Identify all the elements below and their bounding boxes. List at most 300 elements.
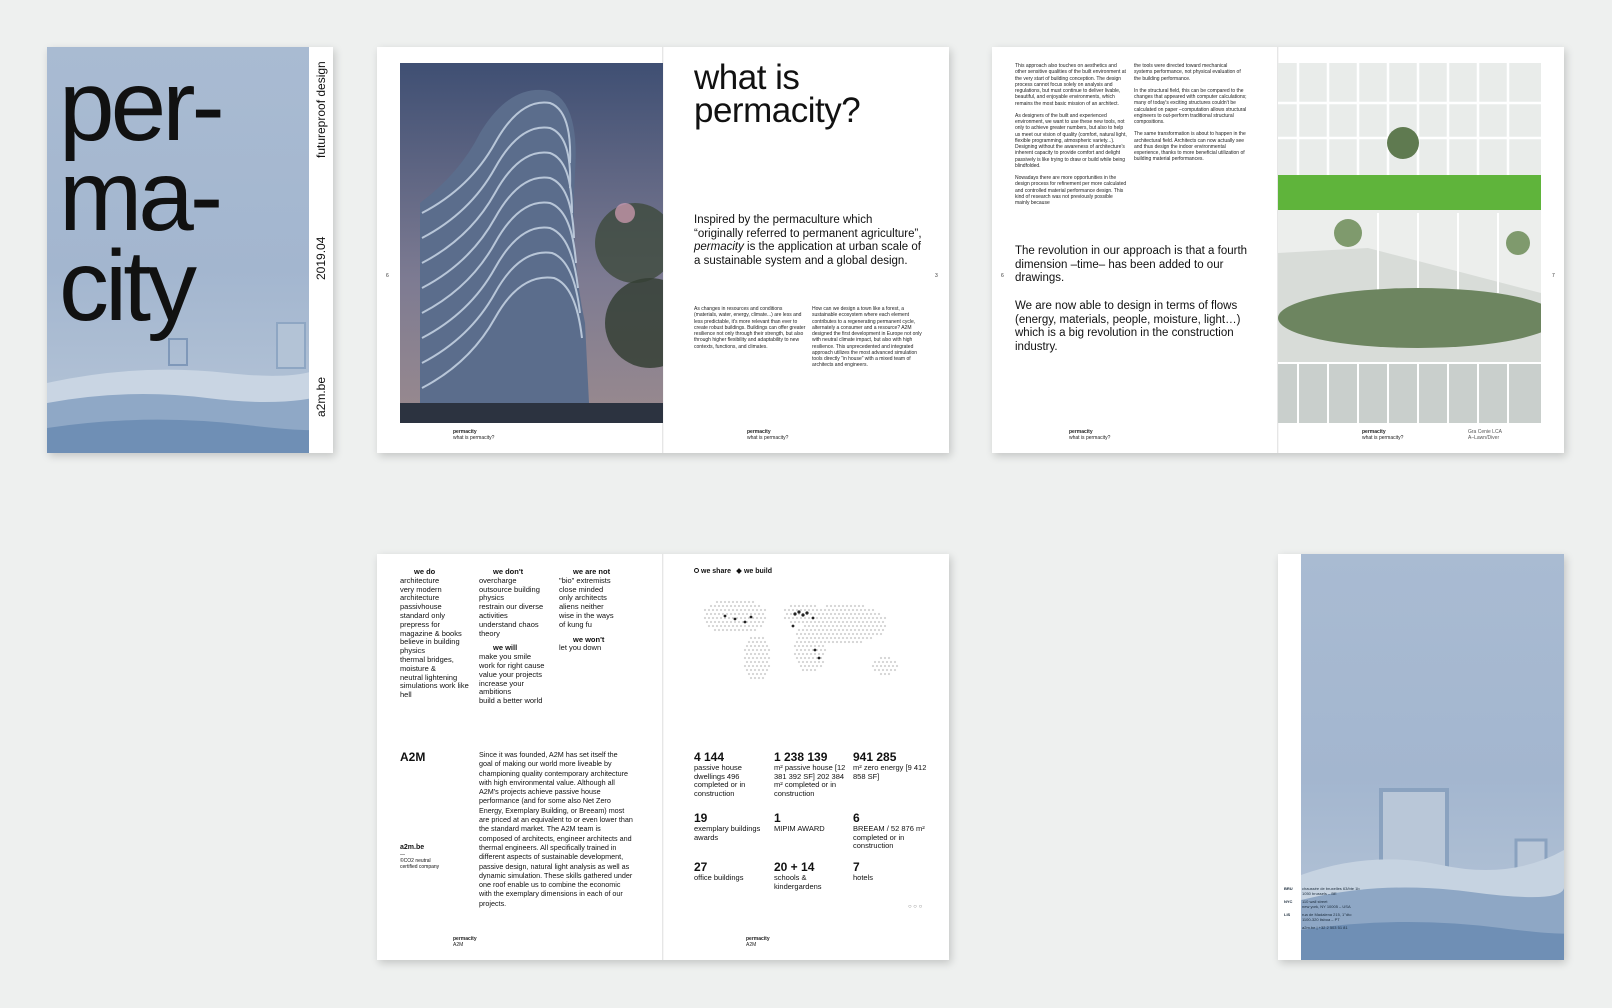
map-dot: [848, 617, 850, 619]
address-line: new york, NY 10005 – USA: [1302, 904, 1351, 909]
map-dot: [754, 629, 756, 631]
map-dot: [712, 625, 714, 627]
stat-label: BREEAM / 52 876 m² completed or in construction: [853, 824, 925, 851]
list-item: standard only: [400, 610, 446, 620]
cover-title-line: city: [59, 230, 193, 342]
map-dot: [750, 677, 752, 679]
building-photo: [400, 63, 663, 423]
map-dot: [848, 633, 850, 635]
map-dot: [870, 637, 872, 639]
map-dot: [744, 665, 746, 667]
list-item: very modern: [400, 584, 442, 594]
map-dot: [822, 613, 824, 615]
map-dot: [844, 609, 846, 611]
we-do-list: [400, 568, 476, 700]
map-dot: [884, 625, 886, 627]
list-item: overcharge: [479, 575, 517, 585]
highlight-paragraph: We are now able to design in terms of flows (energy, materials, people, moisture, light…) which is a big revolution in the construction industry.: [1015, 300, 1241, 353]
address-lines: [1302, 912, 1351, 922]
map-dot: [868, 625, 870, 627]
map-dot: [710, 621, 712, 623]
stat-number: 6: [853, 811, 860, 825]
map-dot: [796, 657, 798, 659]
address-block: [1284, 912, 1360, 922]
map-dot: [748, 649, 750, 651]
map-dot: [744, 649, 746, 651]
intro-text-em: permacity: [694, 241, 744, 253]
map-dot: [826, 637, 828, 639]
map-dot: [720, 625, 722, 627]
credit-line: Gra Cenie LCA: [1468, 429, 1502, 435]
map-dot: [878, 629, 880, 631]
map-dot: [710, 613, 712, 615]
stat: [853, 812, 933, 851]
map-dot: [760, 665, 762, 667]
map-dot: [762, 637, 764, 639]
map-dot: [880, 673, 882, 675]
map-dot: [812, 625, 814, 627]
map-dot: [744, 609, 746, 611]
map-dot: [840, 609, 842, 611]
map-dot: [840, 641, 842, 643]
map-dot: [862, 613, 864, 615]
map-dot: [764, 649, 766, 651]
map-dot: [872, 609, 874, 611]
map-dot: [862, 629, 864, 631]
map-dot: [758, 669, 760, 671]
map-dot: [810, 621, 812, 623]
stat: [774, 751, 850, 799]
build-label: we build: [743, 568, 772, 575]
map-dot: [754, 645, 756, 647]
spread-fold: [662, 554, 664, 960]
map-dot: [738, 629, 740, 631]
map-dot: [704, 609, 706, 611]
map-dot: [758, 605, 760, 607]
contact-line: a2m.be | +32 2 503 51 81: [1302, 925, 1348, 930]
map-dot: [810, 669, 812, 671]
stat-label: exemplary buildings awards: [694, 824, 761, 842]
map-dot: [750, 661, 752, 663]
map-dot: [840, 633, 842, 635]
map-dot: [736, 625, 738, 627]
list-item: activities: [479, 610, 508, 620]
map-dot: [748, 601, 750, 603]
back-hills-illustration: [1301, 780, 1564, 960]
paragraph: The same transformation is about to happen in the architectural field. Architects can now actually see and thus design the indoor environmental experience, thanks to more beneficial utilization of building material performances.: [1134, 131, 1246, 163]
map-dot: [714, 621, 716, 623]
map-dot: [816, 665, 818, 667]
stat: [694, 751, 770, 799]
map-dot: [710, 605, 712, 607]
map-dot: [842, 637, 844, 639]
addresses: [1284, 886, 1360, 930]
map-dot: [796, 649, 798, 651]
map-dot: [816, 641, 818, 643]
stat-number: 7: [853, 860, 860, 874]
address-code: NYC: [1284, 899, 1293, 904]
footer-title: permacity: [746, 936, 770, 942]
map-dot: [740, 609, 742, 611]
map-dot: [834, 621, 836, 623]
map-dot: [810, 629, 812, 631]
map-dot: [726, 629, 728, 631]
footer-right: [747, 429, 788, 441]
map-dot: [822, 645, 824, 647]
footer-left: [1069, 429, 1110, 441]
world-dot-map: [695, 586, 917, 696]
map-dot: [812, 609, 814, 611]
map-dot: [860, 625, 862, 627]
stat-number: 20 + 14: [774, 860, 815, 874]
map-dot: [796, 633, 798, 635]
map-dot: [834, 605, 836, 607]
map-dot: [806, 605, 808, 607]
map-dot: [786, 613, 788, 615]
map-dot: [756, 641, 758, 643]
map-dot: [850, 613, 852, 615]
map-dot: [802, 605, 804, 607]
map-dot: [804, 649, 806, 651]
map-dot: [818, 613, 820, 615]
list-item: simulations work like: [400, 681, 469, 691]
map-dot: [764, 673, 766, 675]
map-dot: [730, 613, 732, 615]
map-dot: [798, 653, 800, 655]
map-dot: [814, 621, 816, 623]
map-dot: [818, 629, 820, 631]
map-dot: [832, 625, 834, 627]
map-dot: [848, 641, 850, 643]
map-dot: [758, 677, 760, 679]
footer-title: permacity: [1069, 429, 1093, 435]
map-dot: [708, 617, 710, 619]
map-dot: [808, 649, 810, 651]
map-dot: [834, 613, 836, 615]
map-dot: [794, 645, 796, 647]
credit-line: A–Lawn/Diver: [1468, 435, 1500, 441]
photo-credit: [1468, 429, 1502, 441]
map-dot: [752, 665, 754, 667]
map-dot: [742, 629, 744, 631]
map-dot: [762, 621, 764, 623]
stat: [853, 751, 933, 781]
map-dot: [818, 661, 820, 663]
body-column-2: How can we design a town like a forest, a sustainable ecosystem where each element contributes to a regenerating permanent cycle, alternately a consumer and a resource? A2M designed the first development in Europe not only with neutral climate impact, but also with high resilience. This unprecedented and integrated approach utilizes the most advanced simulation tools directly “in house” with a mixed team of architects and engineers.: [812, 306, 922, 369]
map-dot: [858, 613, 860, 615]
map-dot: [764, 665, 766, 667]
stat-label: MIPIM AWARD: [774, 824, 825, 834]
map-dot: [718, 621, 720, 623]
map-dot: [830, 629, 832, 631]
map-dot: [888, 673, 890, 675]
stat: [694, 861, 770, 883]
stat-label: passive house dwellings 496 completed or in construction: [694, 763, 746, 799]
map-dot: [874, 669, 876, 671]
map-dot: [796, 609, 798, 611]
map-dot: [760, 609, 762, 611]
cover-spine-strip: [309, 47, 333, 453]
stat-number: 1 238 139: [774, 750, 828, 764]
map-dot: [852, 625, 854, 627]
address-line: 1100-320 lisboa – PT: [1302, 917, 1340, 922]
map-dot: [866, 613, 868, 615]
map-dot: [788, 609, 790, 611]
map-dot: [706, 613, 708, 615]
map-dot: [894, 661, 896, 663]
map-dot: [768, 657, 770, 659]
map-dot: [718, 613, 720, 615]
map-dot: [812, 641, 814, 643]
map-dot: [812, 657, 814, 659]
map-dot: [876, 665, 878, 667]
map-dot: [836, 633, 838, 635]
map-dot: [858, 621, 860, 623]
map-dot: [854, 629, 856, 631]
address-line: 110 wall street: [1302, 899, 1328, 904]
map-dot: [790, 621, 792, 623]
paragraph: Nowadays there are more opportunities in the design process for refinement per more calculated and controlled material performance design. This kind of research was not previously possible mainly because: [1015, 175, 1127, 206]
map-dot: [756, 609, 758, 611]
map-dot: [814, 653, 816, 655]
footer-sub: A2M: [746, 942, 757, 948]
map-dot: [722, 621, 724, 623]
map-dot: [866, 621, 868, 623]
map-dot: [854, 637, 856, 639]
map-dot: [822, 629, 824, 631]
map-dot: [740, 617, 742, 619]
map-dot: [872, 665, 874, 667]
map-dot: [758, 637, 760, 639]
diamond-icon: [736, 568, 742, 574]
map-dot: [736, 601, 738, 603]
map-dot: [754, 621, 756, 623]
map-dot: [764, 609, 766, 611]
map-dot: [850, 637, 852, 639]
map-dot: [816, 609, 818, 611]
map-dot: [860, 633, 862, 635]
map-dot: [820, 625, 822, 627]
map-dot: [762, 669, 764, 671]
map-dot: [852, 641, 854, 643]
intro-text-post: is the application at urban scale of a sustainable system and a global design.: [694, 241, 921, 267]
map-dot: [708, 625, 710, 627]
map-dot: [722, 629, 724, 631]
map-dot: [832, 633, 834, 635]
list-item: build a better world: [479, 696, 543, 706]
map-dot: [748, 657, 750, 659]
list-heading: we will: [493, 643, 518, 653]
map-dot: [814, 605, 816, 607]
map-legend: [694, 568, 772, 575]
cover-side-url: a2m.be: [314, 377, 328, 418]
build-legend: [737, 568, 772, 575]
map-dot: [798, 645, 800, 647]
paragraph: the tools were directed toward mechanical systems performance, not physical evaluation of the building performance.: [1134, 63, 1241, 82]
map-dot: [804, 665, 806, 667]
cover-title: [59, 50, 221, 342]
footer-title: permacity: [453, 936, 477, 942]
list-item: restrain our diverse: [479, 602, 544, 612]
map-dot: [814, 645, 816, 647]
map-dot: [806, 629, 808, 631]
map-dot: [816, 617, 818, 619]
a2m-co2: ©CO2 neutral: [400, 858, 431, 864]
address-code: BRU: [1284, 886, 1293, 891]
cover-side-title: futureproof design: [314, 61, 328, 158]
map-dot: [824, 609, 826, 611]
map-dot: [848, 609, 850, 611]
map-dot: [798, 661, 800, 663]
map-dot: [828, 609, 830, 611]
footer-left: [453, 936, 477, 948]
map-dot: [738, 613, 740, 615]
map-dot: [756, 625, 758, 627]
map-dot: [750, 629, 752, 631]
map-dot: [810, 661, 812, 663]
footer-sub: what is permacity?: [747, 435, 789, 441]
list-item: architecture: [400, 575, 440, 585]
pager-dots[interactable]: ○ ○ ○: [908, 904, 923, 910]
cover-title-line: per-: [59, 50, 221, 162]
map-dot: [884, 617, 886, 619]
map-dot: [708, 609, 710, 611]
heading-line: what is: [694, 58, 800, 97]
address-code: LIS: [1284, 912, 1291, 917]
footer-right: [746, 936, 770, 948]
stat-number: 1: [774, 811, 781, 825]
map-dot: [726, 613, 728, 615]
map-dot: [858, 629, 860, 631]
map-dot: [722, 605, 724, 607]
map-dot: [732, 609, 734, 611]
map-dot: [790, 613, 792, 615]
map-dot: [814, 629, 816, 631]
map-dot: [746, 629, 748, 631]
map-dot: [804, 641, 806, 643]
map-dot: [822, 621, 824, 623]
map-dot: [838, 629, 840, 631]
map-dot: [820, 633, 822, 635]
map-dot: [830, 613, 832, 615]
a2m-dash: —: [400, 852, 405, 858]
list-item: of kung fu: [559, 619, 592, 629]
map-dot: [716, 625, 718, 627]
page-number-left: 6: [1001, 273, 1004, 279]
map-dot: [808, 641, 810, 643]
map-dot: [804, 617, 806, 619]
list-item: moisture &: [400, 663, 436, 673]
map-dot: [754, 669, 756, 671]
map-dot: [752, 609, 754, 611]
map-dot: [748, 665, 750, 667]
map-dot: [820, 617, 822, 619]
map-dot: [760, 649, 762, 651]
list-item: physics: [400, 646, 426, 656]
map-dot: [724, 609, 726, 611]
map-dot: [766, 669, 768, 671]
map-dot: [810, 645, 812, 647]
map-dot: [864, 633, 866, 635]
list-item: outsource building: [479, 584, 540, 594]
map-dot: [838, 605, 840, 607]
map-dot: [756, 617, 758, 619]
text-column-2: [1134, 63, 1247, 163]
list-item: ambitions: [479, 687, 512, 697]
map-dot: [814, 637, 816, 639]
map-dot: [846, 613, 848, 615]
page-number-right: 7: [1552, 273, 1555, 279]
map-dot: [716, 601, 718, 603]
map-dot: [758, 645, 760, 647]
map-dot: [878, 613, 880, 615]
map-dot: [704, 617, 706, 619]
map-dot: [824, 641, 826, 643]
map-dot: [824, 625, 826, 627]
map-dot: [818, 637, 820, 639]
map-dot: [880, 625, 882, 627]
map-dot: [806, 645, 808, 647]
map-dot: [762, 677, 764, 679]
list-item: believe in building: [400, 637, 460, 647]
map-dot: [854, 605, 856, 607]
map-dot: [890, 661, 892, 663]
map-dot: [836, 617, 838, 619]
map-dot: [762, 653, 764, 655]
map-dot: [802, 653, 804, 655]
map-dot: [828, 617, 830, 619]
map-dot: [886, 669, 888, 671]
share-label: we share: [701, 568, 731, 575]
map-dot: [884, 657, 886, 659]
list-item: only architects: [559, 593, 607, 603]
map-dot: [868, 633, 870, 635]
footer-title: permacity: [747, 429, 771, 435]
list-item: thermal bridges,: [400, 654, 454, 664]
map-dot: [754, 605, 756, 607]
map-dot: [712, 617, 714, 619]
map-dot: [794, 621, 796, 623]
map-dot: [880, 617, 882, 619]
address-block: [1284, 886, 1360, 896]
list-item: wise in the ways: [559, 610, 614, 620]
map-dot: [884, 673, 886, 675]
cover-title-line: ma-: [59, 140, 220, 252]
map-dot: [868, 617, 870, 619]
map-dot: [746, 613, 748, 615]
map-dot: [748, 673, 750, 675]
address-lines: [1302, 899, 1351, 909]
map-dot: [878, 669, 880, 671]
map-dot: [760, 617, 762, 619]
front-cover: [47, 47, 333, 453]
map-dot: [716, 609, 718, 611]
map-dot: [826, 621, 828, 623]
map-dot: [752, 673, 754, 675]
list-item: theory: [479, 628, 500, 638]
paragraph: This approach also touches on aesthetics and other sensitive qualities of the built environment at the very start of building conception. The design process cannot focus solely on analysis and regulations, but must continue to deliver livable, beautiful, and enjoyable environments, which remains the most basic mission of an architect.: [1015, 63, 1126, 107]
map-dot: [750, 637, 752, 639]
map-dot: [742, 605, 744, 607]
list-item: hell: [400, 690, 412, 700]
map-dot: [864, 609, 866, 611]
map-dot: [846, 605, 848, 607]
footer-right: [1362, 429, 1403, 441]
map-dot: [768, 649, 770, 651]
cover-side-date: 2019.04: [314, 237, 328, 281]
map-dot: [814, 613, 816, 615]
map-dot: [836, 609, 838, 611]
